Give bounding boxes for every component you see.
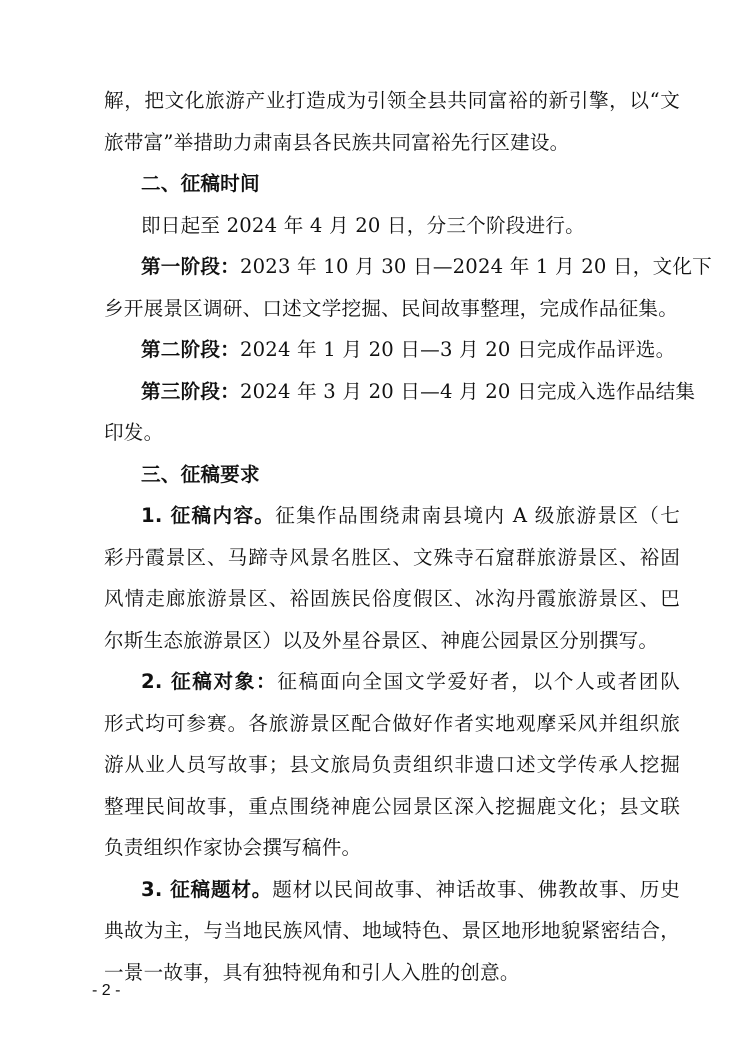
requirement-one-line bbox=[104, 495, 680, 537]
paragraph-line: 乡开展景区调研、口述文学挖掘、民间故事整理，完成作品征集。 bbox=[104, 296, 679, 320]
document-body bbox=[104, 80, 712, 993]
stage-one-label: 第一阶段： bbox=[141, 255, 240, 278]
requirement-two-text: 征稿面向全国文学爱好者，以个人或者团队 bbox=[277, 670, 680, 693]
stage-two-text: 2024 年 1 月 20 日—3 月 20 日完成作品评选。 bbox=[239, 338, 676, 361]
requirement-one-text: 征集作品围绕肃南县境内 A 级旅游景区（七 bbox=[275, 504, 681, 527]
stage-three-label: 第三阶段： bbox=[141, 379, 240, 403]
paragraph-line: 负责组织作家协会撰写稿件。 bbox=[104, 836, 362, 859]
requirement-two-line bbox=[104, 661, 680, 703]
paragraph-line: 风情走廊旅游景区、裕固族民俗度假区、冰沟丹霞旅游景区、巴 bbox=[104, 587, 680, 610]
stage-one-text: 2023 年 10 月 30 日—2024 年 1 月 20 日，文化下 bbox=[239, 255, 712, 278]
paragraph-line: 典故为主，与当地民族风情、地域特色、景区地形地貌紧密结合， bbox=[104, 919, 680, 942]
paragraph-line: 游从业人员写故事；县文旅局负责组织非遗口述文学传承人挖掘 bbox=[104, 753, 680, 776]
section-heading-time: 二、征稿时间 bbox=[141, 172, 260, 195]
stage-two-line bbox=[104, 329, 680, 371]
paragraph-line: 印发。 bbox=[104, 421, 164, 444]
paragraph-line: 一景一故事，具有独特视角和引人入胜的创意。 bbox=[104, 960, 520, 984]
requirement-three-label: 3. 征稿题材。 bbox=[141, 877, 273, 901]
stage-three-text: 2024 年 3 月 20 日—4 月 20 日完成入选作品结集 bbox=[239, 379, 696, 403]
paragraph-line: 彩丹霞景区、马蹄寺风景名胜区、文殊寺石窟群旅游景区、裕固 bbox=[104, 545, 680, 569]
paragraph-line: 即日起至 2024 年 4 月 20 日，分三个阶段进行。 bbox=[141, 213, 585, 237]
stage-two-label: 第二阶段： bbox=[141, 338, 240, 361]
paragraph-line: 形式均可参赛。各旅游景区配合做好作者实地观摩采风并组织旅 bbox=[104, 711, 680, 735]
paragraph-line: 解，把文化旅游产业打造成为引领全县共同富裕的新引擎，以“文 bbox=[104, 89, 680, 112]
stage-three-line bbox=[104, 371, 696, 413]
page-number: - 2 - bbox=[92, 982, 121, 999]
requirement-two-label: 2. 征稿对象： bbox=[141, 670, 278, 693]
requirement-three-text: 题材以民间故事、神话故事、佛教故事、历史 bbox=[272, 877, 681, 901]
paragraph-line: 整理民间故事，重点围绕神鹿公园景区深入挖掘鹿文化；县文联 bbox=[104, 794, 680, 818]
requirement-three-line bbox=[104, 869, 680, 911]
stage-one-line bbox=[104, 246, 712, 288]
paragraph-line: 旅带富”举措助力肃南县各民族共同富裕先行区建设。 bbox=[104, 130, 570, 154]
requirement-one-label: 1. 征稿内容。 bbox=[141, 504, 276, 527]
paragraph-line: 尔斯生态旅游景区）以及外星谷景区、神鹿公园景区分别撰写。 bbox=[104, 628, 659, 652]
section-heading-requirements: 三、征稿要求 bbox=[141, 462, 260, 486]
